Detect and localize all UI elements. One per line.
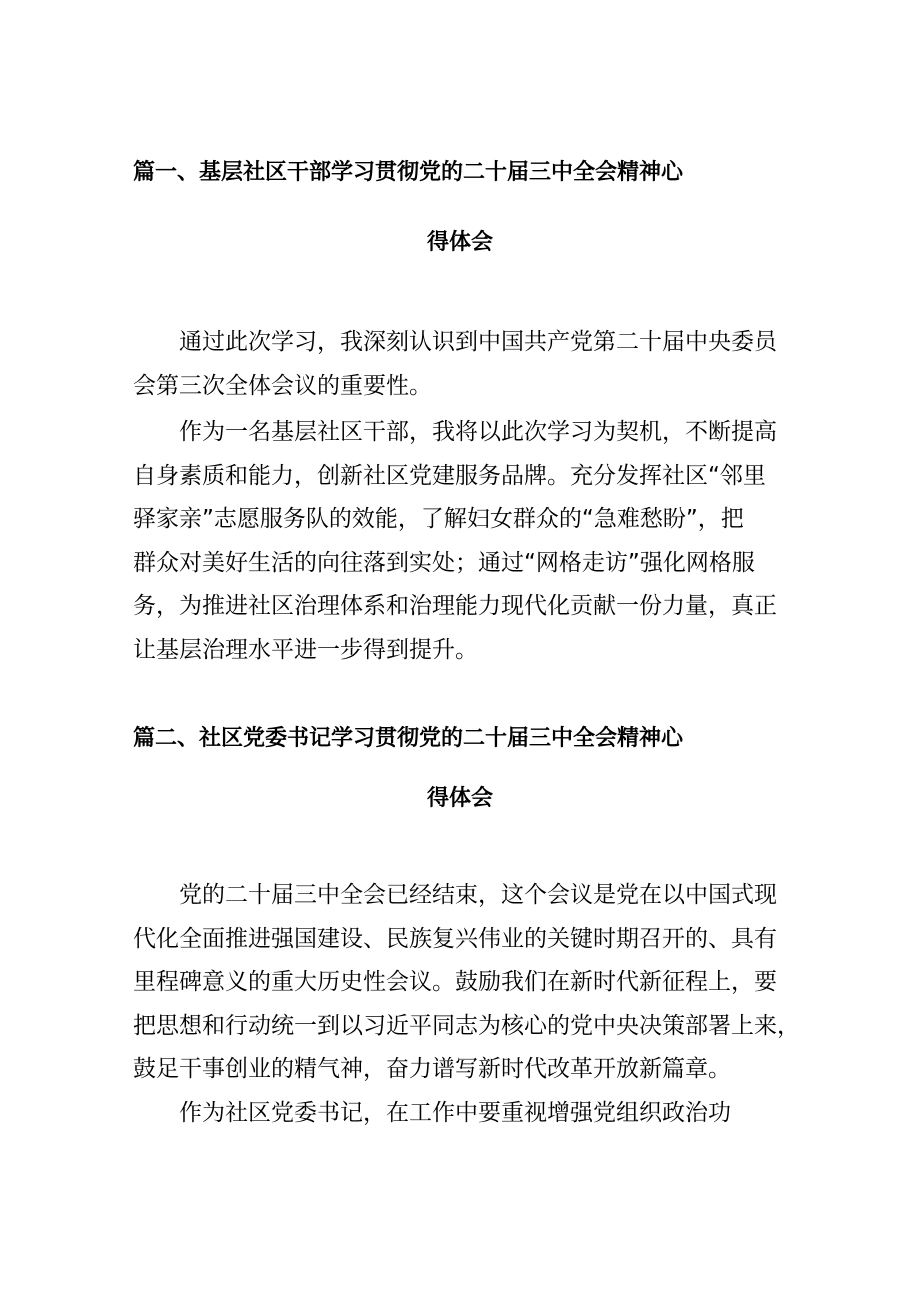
- paragraph-line: 通过此次学习，我深刻认识到中国共产党第二十届中央委员: [179, 329, 777, 355]
- paragraph-line: 代化全面推进强国建设、民族复兴伟业的关键时期召开的、具有: [133, 925, 777, 952]
- paragraph-line: 里程碑意义的重大历史性会议。鼓励我们在新时代新征程上，要: [133, 969, 777, 995]
- paragraph-line: 鼓足干事创业的精气神，奋力谱写新时代改革开放新篇章。: [133, 1056, 731, 1082]
- section2-title-line2: 得体会: [426, 786, 493, 811]
- section2-paragraph-1: [133, 874, 800, 1092]
- paragraph-line: 务，为推进社区治理体系和治理能力现代化贡献一份力量，真正: [133, 593, 777, 619]
- paragraph-line: 会第三次全体会议的重要性。: [133, 372, 432, 399]
- section2-title-line1: 篇二、社区党委书记学习贯彻党的二十届三中全会精神心: [133, 726, 684, 751]
- paragraph-line: 作为一名基层社区干部，我将以此次学习为契机，不断提高: [179, 419, 777, 445]
- paragraph-line: 作为社区党委书记，在工作中要重视增强党组织政治功: [179, 1100, 731, 1126]
- paragraph-line: 自身素质和能力，创新社区党建服务品牌。充分发挥社区“邻里: [133, 462, 766, 489]
- section1-title-line1: 篇一、基层社区干部学习贯彻党的二十届三中全会精神心: [133, 160, 684, 185]
- paragraph-line: 党的二十届三中全会已经结束，这个会议是党在以中国式现: [179, 882, 777, 908]
- paragraph-line: 群众对美好生活的向往落到实处；通过“网格走访”强化网格服: [133, 549, 755, 576]
- paragraph-line: 驿家亲”志愿服务队的效能，了解妇女群众的“急难愁盼”，把: [133, 506, 744, 532]
- section1-paragraph-1: [133, 321, 785, 408]
- section2-paragraph-2: [133, 1092, 785, 1136]
- section1-paragraph-2: [133, 411, 785, 672]
- paragraph-line: 把思想和行动统一到以习近平同志为核心的党中央决策部署上来，: [133, 1012, 800, 1039]
- paragraph-line: 让基层治理水平进一步得到提升。: [133, 636, 478, 663]
- section1-title-line2: 得体会: [426, 230, 493, 255]
